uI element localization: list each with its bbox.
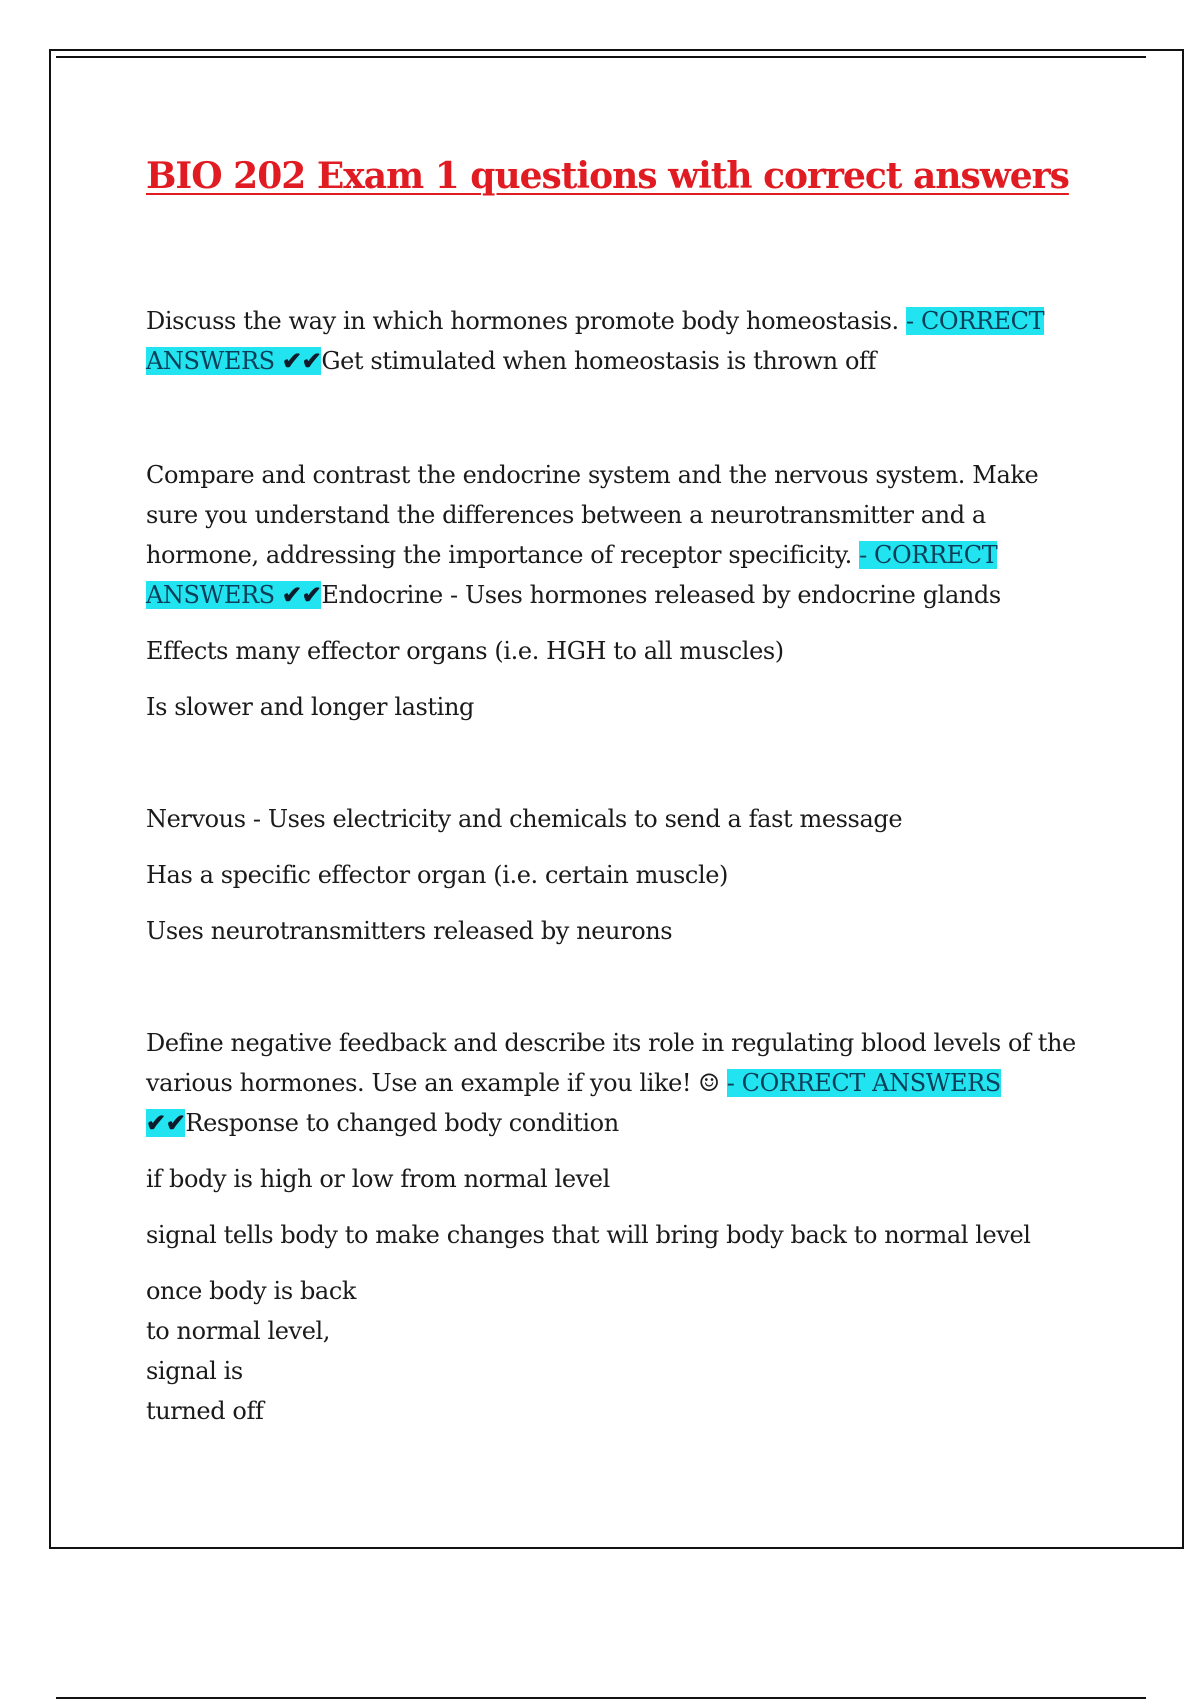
question-3-text (146, 1023, 1091, 1143)
correct-answers-tag: - CORRECT ANSWERS ✔✔ (146, 1069, 1001, 1137)
answer-line: Is slower and longer lasting (146, 693, 474, 721)
document-title: BIO 202 Exam 1 questions with correct answers (146, 155, 1069, 197)
bottom-rule (56, 1697, 1146, 1699)
double-check-icon: ✔✔ (146, 1108, 186, 1137)
question-3-prompt: Define negative feedback and describe its role in regulating blood levels of the various hormones. Use an example if you like! ☺ (146, 1029, 1076, 1097)
answer-stack-line: turned off (146, 1397, 264, 1425)
question-3 (146, 1023, 1091, 1431)
question-2-answer: Endocrine - Uses hormones released by endocrine glands (321, 581, 1001, 609)
question-1 (146, 301, 1091, 381)
question-2 (146, 455, 1091, 951)
question-2-prompt: Compare and contrast the endocrine system and the nervous system. Make sure you understand the differences between a neurotransmitter and a hormone, addressing the importance of receptor specificity. (146, 461, 1039, 569)
answer-line: Uses neurotransmitters released by neurons (146, 917, 673, 945)
answer-stack-line: once body is back (146, 1277, 357, 1305)
answer-stack-line: signal is (146, 1357, 243, 1385)
answer-line: if body is high or low from normal level (146, 1165, 610, 1193)
double-check-icon: ✔✔ (281, 346, 322, 375)
answer-stack (146, 1271, 1091, 1431)
question-3-answer: Response to changed body condition (185, 1109, 619, 1137)
question-1-text (146, 301, 1091, 381)
question-1-answer: Get stimulated when homeostasis is thrown off (321, 347, 876, 375)
answer-line: signal tells body to make changes that will bring body back to normal level (146, 1221, 1031, 1249)
answer-line: Has a specific effector organ (i.e. certain muscle) (146, 861, 729, 889)
answer-stack-line: to normal level, (146, 1317, 331, 1345)
answer-line: Effects many effector organs (i.e. HGH to all muscles) (146, 637, 784, 665)
question-1-prompt: Discuss the way in which hormones promote body homeostasis. (146, 307, 907, 335)
correct-answers-tag: - CORRECT ANSWERS ✔✔ (146, 307, 1045, 375)
question-2-text (146, 455, 1091, 615)
correct-answers-tag: - CORRECT ANSWERS ✔✔ (146, 541, 998, 609)
top-rule (56, 56, 1146, 58)
document-body (146, 150, 1091, 1431)
answer-line: Nervous - Uses electricity and chemicals to send a fast message (146, 805, 903, 833)
double-check-icon: ✔✔ (281, 580, 322, 609)
